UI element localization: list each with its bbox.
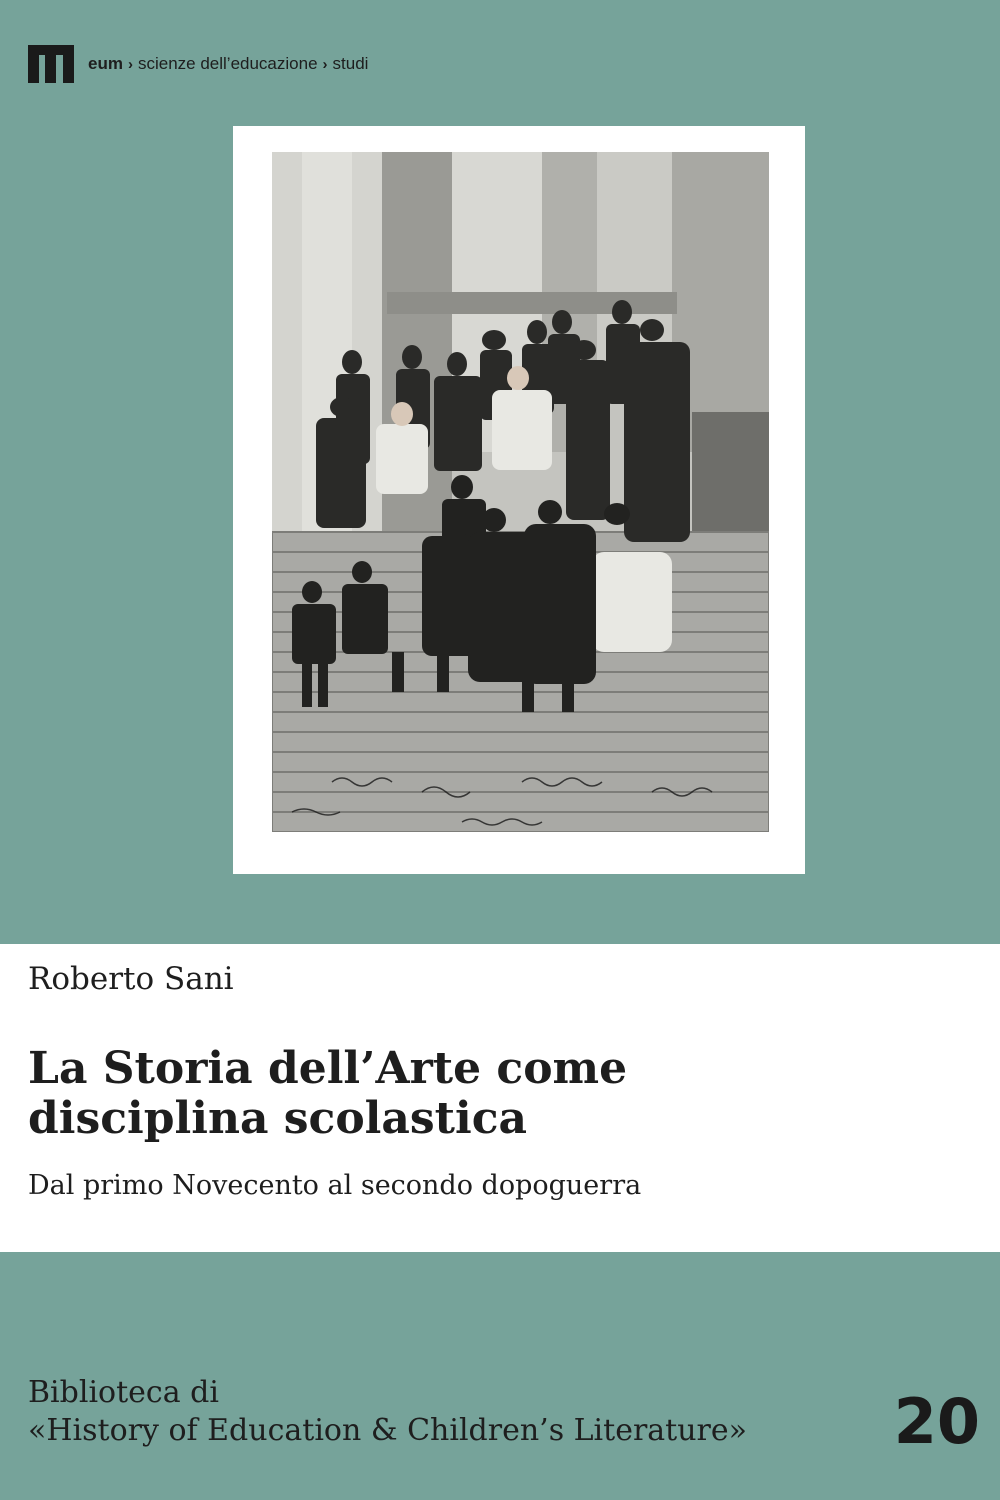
series-breadcrumb xyxy=(28,44,368,84)
collection-line-1: Biblioteca di xyxy=(28,1375,219,1410)
series-path-1: scienze dell’educazione xyxy=(137,54,318,73)
eum-logo-icon xyxy=(28,45,74,83)
cover-photo-frame xyxy=(233,126,805,874)
group-photo-illustration xyxy=(272,152,769,832)
series-text xyxy=(88,54,368,74)
collection-name xyxy=(28,1374,747,1450)
book-subtitle: Dal primo Novecento al secondo dopoguerra xyxy=(28,1170,642,1201)
collection-line-2: «History of Education & Children’s Literature» xyxy=(28,1413,748,1448)
title-line-2: disciplina scolastica xyxy=(28,1093,528,1144)
author-name: Roberto Sani xyxy=(28,961,234,997)
separator-1: › xyxy=(127,55,133,73)
separator-2: › xyxy=(322,55,328,73)
series-path-2: studi xyxy=(332,54,369,73)
book-title xyxy=(28,1044,928,1144)
publisher-name: eum xyxy=(88,54,123,73)
title-line-1: La Storia dell’Arte come xyxy=(28,1043,628,1094)
volume-number: 20 xyxy=(893,1385,980,1458)
cover-photo xyxy=(272,152,769,832)
